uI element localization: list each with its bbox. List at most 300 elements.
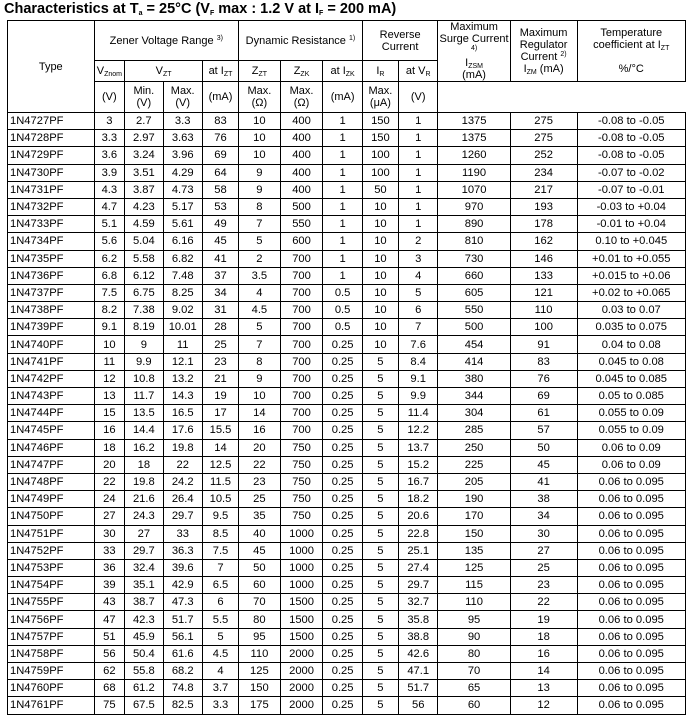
cell-izt: 34: [202, 284, 238, 301]
cell-vzt-max: 16.5: [163, 405, 202, 422]
cell-ir: 10: [362, 233, 398, 250]
cell-izsm: 380: [438, 370, 510, 387]
cell-vzt-max: 51.7: [163, 611, 202, 628]
cell-vzt-max: 33: [163, 525, 202, 542]
cell-izsm: 65: [438, 680, 510, 697]
cell-zzt: 5: [239, 233, 281, 250]
table-row: [8, 645, 686, 662]
cell-vz-nom: 11: [94, 353, 125, 370]
cell-zzk: 2000: [280, 680, 323, 697]
cell-type: 1N4759PF: [8, 663, 95, 680]
table-row: [8, 233, 686, 250]
cell-vzt-max: 14.3: [163, 388, 202, 405]
cell-tempco: 0.06 to 0.095: [577, 473, 686, 490]
cell-izk: 0.25: [323, 370, 362, 387]
cell-vzt-max: 47.3: [163, 594, 202, 611]
cell-vr: 3: [398, 250, 437, 267]
cell-vzt-max: 61.6: [163, 645, 202, 662]
cell-tempco: 0.06 to 0.095: [577, 542, 686, 559]
table-row: [8, 491, 686, 508]
cell-vz-nom: 5.6: [94, 233, 125, 250]
cell-ir: 5: [362, 611, 398, 628]
cell-vzt-max: 42.9: [163, 577, 202, 594]
cell-vzt-max: 19.8: [163, 439, 202, 456]
cell-vz-nom: 6.8: [94, 267, 125, 284]
cell-izm: 146: [510, 250, 577, 267]
cell-vz-nom: 30: [94, 525, 125, 542]
cell-izt: 58: [202, 181, 238, 198]
cell-zzt: 95: [239, 628, 281, 645]
cell-izk: 0.25: [323, 439, 362, 456]
cell-vr: 1: [398, 147, 437, 164]
cell-type: 1N4750PF: [8, 508, 95, 525]
cell-vr: 18.2: [398, 491, 437, 508]
cell-vz-nom: 39: [94, 577, 125, 594]
cell-vzt-max: 56.1: [163, 628, 202, 645]
cell-vzt-min: 45.9: [125, 628, 163, 645]
cell-vz-nom: 68: [94, 680, 125, 697]
cell-zzt: 80: [239, 611, 281, 628]
table-row: [8, 284, 686, 301]
unit-ma: (mA): [202, 82, 238, 113]
cell-tempco: 0.04 to 0.08: [577, 336, 686, 353]
cell-vzt-min: 7.38: [125, 302, 163, 319]
cell-izt: 11.5: [202, 473, 238, 490]
cell-zzt: 40: [239, 525, 281, 542]
cell-izt: 3.7: [202, 680, 238, 697]
cell-ir: 5: [362, 491, 398, 508]
table-row: [8, 388, 686, 405]
cell-ir: 10: [362, 319, 398, 336]
cell-tempco: +0.02 to +0.065: [577, 284, 686, 301]
cell-vr: 1: [398, 181, 437, 198]
cell-tempco: -0.08 to -0.05: [577, 147, 686, 164]
cell-ir: 5: [362, 473, 398, 490]
cell-izsm: 250: [438, 439, 510, 456]
cell-izt: 53: [202, 198, 238, 215]
cell-type: 1N4742PF: [8, 370, 95, 387]
cell-vzt-min: 32.4: [125, 559, 163, 576]
cell-type: 1N4758PF: [8, 645, 95, 662]
cell-vr: 2: [398, 233, 437, 250]
dynamic-resistance-header: Dynamic Resistance $^{1)}$: [239, 21, 363, 61]
cell-type: 1N4747PF: [8, 456, 95, 473]
cell-type: 1N4728PF: [8, 130, 95, 147]
cell-vzt-min: 35.1: [125, 577, 163, 594]
cell-vzt-min: 2.7: [125, 113, 163, 130]
cell-tempco: -0.01 to +0.04: [577, 216, 686, 233]
cell-izsm: 810: [438, 233, 510, 250]
cell-zzt: 9: [239, 181, 281, 198]
cell-izt: 12.5: [202, 456, 238, 473]
cell-izm: 34: [510, 508, 577, 525]
cell-izm: 61: [510, 405, 577, 422]
cell-izm: 162: [510, 233, 577, 250]
cell-ir: 50: [362, 181, 398, 198]
cell-izm: 275: [510, 113, 577, 130]
cell-type: 1N4737PF: [8, 284, 95, 301]
cell-ir: 5: [362, 508, 398, 525]
cell-ir: 5: [362, 697, 398, 714]
cell-izt: 19: [202, 388, 238, 405]
cell-izt: 23: [202, 353, 238, 370]
cell-ir: 5: [362, 439, 398, 456]
cell-zzk: 1000: [280, 559, 323, 576]
cell-zzt: 20: [239, 439, 281, 456]
cell-zzk: 700: [280, 284, 323, 301]
cell-vzt-max: 12.1: [163, 353, 202, 370]
cell-izsm: 1375: [438, 113, 510, 130]
cell-izk: 0.5: [323, 284, 362, 301]
cell-izsm: 150: [438, 525, 510, 542]
cell-zzk: 750: [280, 508, 323, 525]
cell-tempco: 0.06 to 0.095: [577, 525, 686, 542]
cell-vr: 5: [398, 284, 437, 301]
table-row: [8, 422, 686, 439]
cell-izm: 275: [510, 130, 577, 147]
table-row: [8, 456, 686, 473]
cell-izk: 1: [323, 130, 362, 147]
cell-vz-nom: 5.1: [94, 216, 125, 233]
cell-izk: 1: [323, 147, 362, 164]
unit-max-ohm-zzk: Max. (Ω): [280, 82, 323, 113]
table-row: [8, 319, 686, 336]
surge-current-header: Maximum Surge Current $^{4)}$ $I_{ZSM}$ (mA): [439, 21, 509, 81]
cell-vz-nom: 36: [94, 559, 125, 576]
cell-zzt: 10: [239, 130, 281, 147]
table-row: [8, 439, 686, 456]
cell-izm: 69: [510, 388, 577, 405]
cell-zzk: 1000: [280, 542, 323, 559]
cell-vzt-min: 27: [125, 525, 163, 542]
cell-vz-nom: 22: [94, 473, 125, 490]
cell-zzk: 400: [280, 130, 323, 147]
cell-izsm: 125: [438, 559, 510, 576]
cell-vzt-max: 4.29: [163, 164, 202, 181]
cell-tempco: -0.08 to -0.05: [577, 130, 686, 147]
cell-izt: 17: [202, 405, 238, 422]
cell-vzt-max: 8.25: [163, 284, 202, 301]
cell-zzt: 2: [239, 250, 281, 267]
cell-izm: 178: [510, 216, 577, 233]
cell-type: 1N4743PF: [8, 388, 95, 405]
cell-vzt-max: 29.7: [163, 508, 202, 525]
cell-izk: 0.25: [323, 680, 362, 697]
cell-zzk: 400: [280, 164, 323, 181]
cell-izm: 217: [510, 181, 577, 198]
cell-vr: 8.4: [398, 353, 437, 370]
table-row: [8, 353, 686, 370]
cell-ir: 10: [362, 267, 398, 284]
cell-ir: 5: [362, 405, 398, 422]
cell-type: 1N4736PF: [8, 267, 95, 284]
cell-ir: 5: [362, 559, 398, 576]
cell-tempco: 0.10 to +0.045: [577, 233, 686, 250]
cell-vz-nom: 10: [94, 336, 125, 353]
cell-vz-nom: 9.1: [94, 319, 125, 336]
cell-zzk: 700: [280, 405, 323, 422]
cell-izsm: 304: [438, 405, 510, 422]
cell-tempco: 0.06 to 0.095: [577, 491, 686, 508]
cell-tempco: -0.08 to -0.05: [577, 113, 686, 130]
cell-tempco: 0.06 to 0.09: [577, 456, 686, 473]
cell-izm: 38: [510, 491, 577, 508]
cell-tempco: 0.06 to 0.095: [577, 697, 686, 714]
cell-izt: 41: [202, 250, 238, 267]
cell-ir: 150: [362, 130, 398, 147]
cell-vzt-min: 2.97: [125, 130, 163, 147]
cell-izt: 7: [202, 559, 238, 576]
cell-izk: 1: [323, 181, 362, 198]
cell-izk: 1: [323, 250, 362, 267]
cell-type: 1N4760PF: [8, 680, 95, 697]
cell-izm: 121: [510, 284, 577, 301]
cell-izsm: 190: [438, 491, 510, 508]
table-row: [8, 577, 686, 594]
cell-vzt-max: 26.4: [163, 491, 202, 508]
cell-vz-nom: 56: [94, 645, 125, 662]
cell-izm: 22: [510, 594, 577, 611]
cell-izm: 41: [510, 473, 577, 490]
cell-izt: 28: [202, 319, 238, 336]
cell-izsm: 890: [438, 216, 510, 233]
cell-vzt-max: 10.01: [163, 319, 202, 336]
cell-zzt: 8: [239, 353, 281, 370]
cell-type: 1N4755PF: [8, 594, 95, 611]
unit-max-v: Max. (V): [163, 82, 202, 113]
table-row: [8, 181, 686, 198]
cell-zzk: 700: [280, 388, 323, 405]
cell-zzk: 2000: [280, 663, 323, 680]
cell-ir: 10: [362, 198, 398, 215]
cell-vz-nom: 43: [94, 594, 125, 611]
table-row: [8, 250, 686, 267]
cell-izsm: 550: [438, 302, 510, 319]
cell-vz-nom: 3: [94, 113, 125, 130]
cell-zzt: 50: [239, 559, 281, 576]
cell-zzk: 400: [280, 181, 323, 198]
cell-izt: 76: [202, 130, 238, 147]
unit-max-ua: Max. (μA): [362, 82, 398, 113]
reverse-current-header: Reverse Current: [362, 21, 438, 61]
cell-vr: 29.7: [398, 577, 437, 594]
cell-vr: 16.7: [398, 473, 437, 490]
cell-izt: 6: [202, 594, 238, 611]
cell-izm: 83: [510, 353, 577, 370]
cell-vzt-min: 5.58: [125, 250, 163, 267]
cell-izsm: 60: [438, 697, 510, 714]
cell-izsm: 500: [438, 319, 510, 336]
cell-vzt-max: 36.3: [163, 542, 202, 559]
cell-vzt-min: 5.04: [125, 233, 163, 250]
cell-vzt-max: 9.02: [163, 302, 202, 319]
cell-tempco: 0.03 to 0.07: [577, 302, 686, 319]
cell-izm: 13: [510, 680, 577, 697]
cell-vz-nom: 51: [94, 628, 125, 645]
cell-vr: 1: [398, 130, 437, 147]
cell-zzk: 2000: [280, 645, 323, 662]
zzk-header: $Z_{ZK}$: [280, 61, 323, 82]
cell-zzt: 10: [239, 113, 281, 130]
cell-ir: 10: [362, 302, 398, 319]
cell-izk: 1: [323, 113, 362, 130]
table-row: [8, 130, 686, 147]
cell-zzk: 750: [280, 456, 323, 473]
cell-tempco: 0.06 to 0.095: [577, 559, 686, 576]
cell-vzt-max: 6.82: [163, 250, 202, 267]
cell-vzt-min: 3.87: [125, 181, 163, 198]
cell-zzk: 700: [280, 370, 323, 387]
cell-izk: 0.25: [323, 577, 362, 594]
cell-tempco: 0.06 to 0.095: [577, 628, 686, 645]
cell-vr: 27.4: [398, 559, 437, 576]
table-row: [8, 267, 686, 284]
cell-vr: 20.6: [398, 508, 437, 525]
cell-zzk: 700: [280, 250, 323, 267]
cell-izk: 0.25: [323, 336, 362, 353]
cell-zzt: 7: [239, 216, 281, 233]
cell-vr: 47.1: [398, 663, 437, 680]
cell-izk: 0.25: [323, 422, 362, 439]
cell-zzk: 400: [280, 147, 323, 164]
page-title: Characteristics at $T_a = 25^\circ C$ ($V_F$ max : 1.2 V at $I_F = 200$ mA): [4, 1, 397, 17]
cell-ir: 10: [362, 250, 398, 267]
cell-type: 1N4735PF: [8, 250, 95, 267]
cell-zzt: 23: [239, 473, 281, 490]
cell-izk: 0.25: [323, 456, 362, 473]
cell-zzt: 175: [239, 697, 281, 714]
cell-izk: 0.25: [323, 697, 362, 714]
cell-izt: 5.5: [202, 611, 238, 628]
cell-type: 1N4727PF: [8, 113, 95, 130]
cell-ir: 5: [362, 353, 398, 370]
cell-type: 1N4761PF: [8, 697, 95, 714]
cell-tempco: 0.055 to 0.09: [577, 405, 686, 422]
cell-zzt: 5: [239, 319, 281, 336]
table-row: [8, 508, 686, 525]
table-row: [8, 164, 686, 181]
cell-zzt: 25: [239, 491, 281, 508]
cell-zzt: 7: [239, 336, 281, 353]
cell-zzk: 700: [280, 302, 323, 319]
table-row: [8, 216, 686, 233]
cell-tempco: +0.015 to +0.06: [577, 267, 686, 284]
cell-izsm: 1260: [438, 147, 510, 164]
table-body: [8, 113, 686, 715]
cell-ir: 5: [362, 577, 398, 594]
cell-vr: 12.2: [398, 422, 437, 439]
cell-izsm: 605: [438, 284, 510, 301]
unit-ma-izk: (mA): [323, 82, 362, 113]
cell-izsm: 135: [438, 542, 510, 559]
cell-izt: 3.3: [202, 697, 238, 714]
cell-ir: 5: [362, 370, 398, 387]
cell-izk: 0.25: [323, 491, 362, 508]
cell-tempco: 0.05 to 0.085: [577, 388, 686, 405]
cell-tempco: 0.06 to 0.095: [577, 508, 686, 525]
cell-izk: 0.25: [323, 611, 362, 628]
cell-type: 1N4754PF: [8, 577, 95, 594]
at-izk-header: at $I_{ZK}$: [323, 61, 362, 82]
col-type-header: Type: [8, 21, 95, 113]
cell-ir: 5: [362, 525, 398, 542]
cell-izsm: 1070: [438, 181, 510, 198]
cell-izm: 18: [510, 628, 577, 645]
cell-vz-nom: 4.7: [94, 198, 125, 215]
cell-izt: 8.5: [202, 525, 238, 542]
cell-zzt: 70: [239, 594, 281, 611]
cell-zzt: 16: [239, 422, 281, 439]
cell-izk: 0.25: [323, 594, 362, 611]
cell-izt: 21: [202, 370, 238, 387]
cell-vzt-max: 13.2: [163, 370, 202, 387]
cell-vzt-min: 29.7: [125, 542, 163, 559]
cell-vzt-max: 39.6: [163, 559, 202, 576]
cell-type: 1N4749PF: [8, 491, 95, 508]
cell-izk: 0.25: [323, 559, 362, 576]
cell-type: 1N4751PF: [8, 525, 95, 542]
cell-tempco: 0.06 to 0.095: [577, 663, 686, 680]
cell-vz-nom: 15: [94, 405, 125, 422]
cell-type: 1N4740PF: [8, 336, 95, 353]
cell-type: 1N4752PF: [8, 542, 95, 559]
zzt-header: $Z_{ZT}$: [239, 61, 281, 82]
cell-tempco: 0.045 to 0.085: [577, 370, 686, 387]
cell-zzt: 10: [239, 147, 281, 164]
cell-vzt-max: 68.2: [163, 663, 202, 680]
cell-izsm: 110: [438, 594, 510, 611]
cell-vr: 35.8: [398, 611, 437, 628]
cell-izt: 37: [202, 267, 238, 284]
cell-izm: 133: [510, 267, 577, 284]
cell-izm: 27: [510, 542, 577, 559]
cell-vr: 38.8: [398, 628, 437, 645]
cell-izk: 1: [323, 216, 362, 233]
cell-izk: 1: [323, 198, 362, 215]
table-row: [8, 198, 686, 215]
cell-vz-nom: 18: [94, 439, 125, 456]
cell-vzt-min: 4.59: [125, 216, 163, 233]
cell-ir: 5: [362, 388, 398, 405]
cell-zzk: 700: [280, 336, 323, 353]
cell-izm: 25: [510, 559, 577, 576]
cell-vzt-min: 18: [125, 456, 163, 473]
cell-zzk: 600: [280, 233, 323, 250]
cell-izk: 0.5: [323, 302, 362, 319]
cell-ir: 5: [362, 456, 398, 473]
cell-type: 1N4730PF: [8, 164, 95, 181]
table-row: [8, 525, 686, 542]
cell-vzt-min: 9.9: [125, 353, 163, 370]
cell-izt: 49: [202, 216, 238, 233]
cell-ir: 5: [362, 594, 398, 611]
cell-vz-nom: 47: [94, 611, 125, 628]
cell-vz-nom: 33: [94, 542, 125, 559]
cell-type: 1N4733PF: [8, 216, 95, 233]
cell-izk: 0.25: [323, 663, 362, 680]
vznom-header: $V_{Znom}$: [94, 61, 125, 82]
table-row: [8, 559, 686, 576]
cell-vz-nom: 3.6: [94, 147, 125, 164]
unit-v: (V): [94, 82, 125, 113]
cell-vr: 32.7: [398, 594, 437, 611]
cell-vz-nom: 75: [94, 697, 125, 714]
table-row: [8, 336, 686, 353]
cell-zzt: 125: [239, 663, 281, 680]
cell-zzt: 3.5: [239, 267, 281, 284]
cell-vz-nom: 6.2: [94, 250, 125, 267]
cell-vr: 11.4: [398, 405, 437, 422]
